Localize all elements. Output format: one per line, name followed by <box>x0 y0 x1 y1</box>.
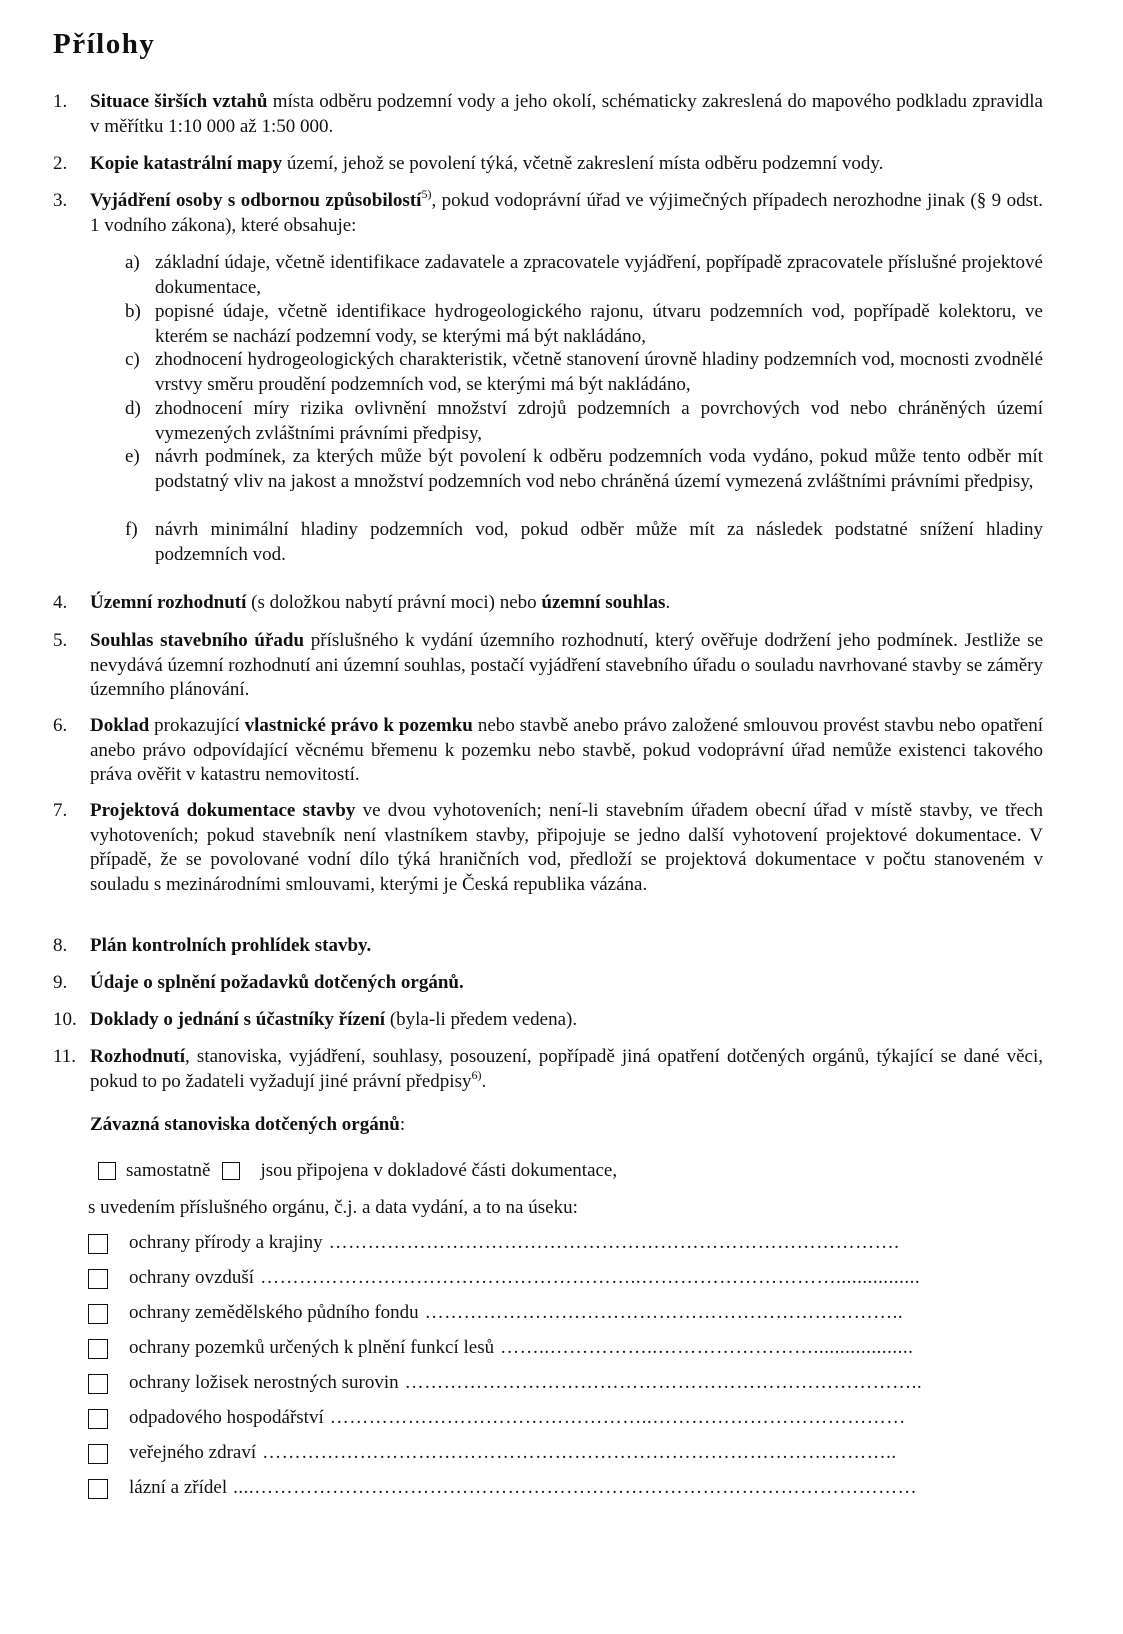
item-number: 1. <box>53 91 68 112</box>
item-desc: místa odběru podzemní vody a jeho okolí, schématicky zakreslená do mapového podkladu zpravidla v měřítku 1:10 000 až 1:50 000. <box>90 91 1043 137</box>
list-item-10 <box>53 1008 1043 1033</box>
list-item-6 <box>53 714 1043 788</box>
sub-item-b <box>125 300 1043 349</box>
list-item-4 <box>53 591 1043 616</box>
section-label: ochrany pozemků určených k plnění funkcí lesů <box>129 1337 495 1359</box>
section-row <box>88 1476 1008 1501</box>
checkbox[interactable] <box>88 1409 108 1429</box>
section-row <box>88 1371 1008 1396</box>
item-desc: (byla-li předem vedena). <box>385 1009 578 1030</box>
list-item-2 <box>53 152 1043 177</box>
list-item-3 <box>53 189 1043 238</box>
section-row <box>88 1441 1008 1466</box>
section-label: ochrany zemědělského půdního fondu <box>129 1302 419 1324</box>
sub-item-text: zhodnocení hydrogeologických charakteristik, včetně stanovení úrovně hladiny podzemních vod, mocnosti zvodnělé vrstvy směru proudění podzemních vod, se kterými má být nakládáno, <box>155 349 1043 395</box>
sub-item-f <box>125 518 1043 567</box>
checkbox[interactable] <box>88 1304 108 1324</box>
fill-in-line[interactable]: …………………………………………..………………………………… <box>329 1407 906 1429</box>
sub-item-letter: a) <box>125 252 140 273</box>
checkbox[interactable] <box>88 1234 108 1254</box>
item-title: Projektová dokumentace stavby <box>90 800 356 821</box>
item-title: Plán kontrolních prohlídek stavby. <box>90 935 372 956</box>
list-item-11 <box>53 1045 1043 1094</box>
item-number: 9. <box>53 972 68 993</box>
item-number: 2. <box>53 153 68 174</box>
footnote-ref: 5) <box>421 187 432 201</box>
section-label: ochrany ložisek nerostných surovin <box>129 1372 399 1394</box>
item-desc-2: nebo stavbě anebo právo založené smlouvou provést stavbu nebo opatření anebo právo odpovídající věcnému břemenu k pozemku nebo stavbě, pokud vodoprávní úřad nemůže existenci takového práva ověřit v katastru nemovitostí. <box>90 715 1043 785</box>
item-number: 7. <box>53 800 68 821</box>
sub-item-letter: f) <box>125 519 138 540</box>
list-item-9 <box>53 971 1043 996</box>
section-row <box>88 1301 1008 1326</box>
item-number: 4. <box>53 592 68 613</box>
binding-opinions-heading <box>90 1113 405 1138</box>
checkbox[interactable] <box>88 1479 108 1499</box>
sub-item-letter: b) <box>125 301 141 322</box>
checkbox-label: jsou připojena v dokladové části dokumentace, <box>260 1160 618 1181</box>
item-text <box>90 152 1043 177</box>
item-title-2: vlastnické právo k pozemku <box>244 715 473 736</box>
item-title: Kopie katastrální mapy <box>90 153 283 174</box>
sub-item-letter: e) <box>125 446 140 467</box>
item-text <box>90 90 1043 139</box>
section-label: veřejného zdraví <box>129 1442 257 1464</box>
item-title: Doklady o jednání s účastníky řízení <box>90 1009 386 1030</box>
fill-in-line[interactable]: …………………………………………………..…………………………................ <box>260 1267 921 1289</box>
item-text <box>90 971 1043 996</box>
footnote-ref: 6) <box>471 1067 482 1082</box>
section-row <box>88 1336 1008 1361</box>
sub-item-d <box>125 397 1043 446</box>
fill-in-line[interactable]: …………………………………………………………………….. <box>404 1372 923 1394</box>
checkbox[interactable] <box>88 1444 108 1464</box>
section-label: odpadového hospodářství <box>129 1407 324 1429</box>
item-title: Vyjádření osoby s odbornou způsobilostí <box>90 190 422 211</box>
item-number: 6. <box>53 715 68 736</box>
item-number: 5. <box>53 630 68 651</box>
item-desc-2: . <box>665 592 671 613</box>
item-desc: prokazující <box>149 715 245 736</box>
item-desc: příslušného k vydání územního rozhodnutí, který ověřuje dodržení jeho podmínek. Jestliže se nevydává územní rozhodnutí ani územní souhlas, postačí vyjádření stavebního úřadu o souladu navrhované stavby se záměry územního plánování. <box>90 630 1043 700</box>
checkbox[interactable] <box>88 1339 108 1359</box>
sub-item-text: zhodnocení míry rizika ovlivnění množství zdrojů podzemních a povrchových vod nebo chráněných území vymezených zvláštními právními předpisy, <box>155 398 1043 444</box>
section-label: lázní a zřídel <box>129 1477 228 1499</box>
item-desc: , stanoviska, vyjádření, souhlasy, posouzení, popřípadě jiná opatření dotčených orgánů, týkající se dané věci, pokud to po žadateli vyžadují jiné právní předpisy <box>90 1046 1043 1092</box>
item-desc: , pokud vodoprávní úřad ve výjimečných případech nerozhodne jinak (§ 9 odst. 1 vodního zákona), které obsahuje: <box>90 190 1044 236</box>
item-title: Doklad <box>90 715 150 736</box>
sub-item-text: popisné údaje, včetně identifikace hydrogeologického rajonu, útvaru podzemních vod, popřípadě kolektoru, ve kterém se nachází podzemní vody, se kterými má být nakládáno, <box>155 301 1043 347</box>
checkbox-pripojena[interactable] <box>222 1162 240 1180</box>
page-title: Přílohy <box>53 28 156 60</box>
sub-item-text: návrh minimální hladiny podzemních vod, pokud odběr může mít za následek podstatné snížení hladiny podzemních vod. <box>155 519 1043 565</box>
item-number: 10. <box>53 1009 77 1030</box>
item-title: Územní rozhodnutí <box>90 592 247 613</box>
section-row <box>88 1406 1008 1431</box>
sections-intro: s uvedením příslušného orgánu, č.j. a data vydání, a to na úseku: <box>88 1197 578 1218</box>
sub-item-e <box>125 445 1043 494</box>
fill-in-line[interactable]: ……………………………………………………………………………. <box>328 1232 900 1254</box>
item-desc: (s doložkou nabytí právní moci) nebo <box>246 592 542 613</box>
sub-item-c <box>125 348 1043 397</box>
sub-item-text: návrh podmínek, za kterých může být povolení k odběru podzemních voda vydáno, pokud může tento odběr mít podstatný vliv na jakost a množství podzemních vod nebo chráněná území vymezená zvláštními právními předpisy, <box>155 446 1043 492</box>
item-text <box>90 591 1043 616</box>
section-label: ochrany ovzduší <box>129 1267 255 1289</box>
fill-in-line[interactable]: …………………………………………………………………………………….. <box>262 1442 897 1464</box>
item-text <box>90 189 1043 238</box>
checkbox[interactable] <box>88 1374 108 1394</box>
checkbox-label: samostatně <box>126 1160 211 1181</box>
section-label: ochrany přírody a krajiny <box>129 1232 323 1254</box>
item-desc: území, jehož se povolení týká, včetně zakreslení místa odběru podzemní vody. <box>282 153 884 174</box>
item-title: Údaje o splnění požadavků dotčených orgánů. <box>90 972 464 993</box>
item-number: 8. <box>53 935 68 956</box>
list-item-5 <box>53 629 1043 703</box>
item-text <box>90 629 1043 703</box>
item-title-2: územní souhlas <box>541 592 666 613</box>
item-text <box>90 714 1043 788</box>
sub-item-text: základní údaje, včetně identifikace zadavatele a zpracovatele vyjádření, popřípadě zpracovatele příslušné projektové dokumentace, <box>155 252 1043 298</box>
item-number: 11. <box>53 1046 77 1067</box>
list-item-7 <box>53 799 1043 897</box>
section-row <box>88 1266 1008 1291</box>
attachment-mode-row <box>98 1159 617 1184</box>
item-title: Souhlas stavebního úřadu <box>90 630 305 651</box>
checkbox[interactable] <box>88 1269 108 1289</box>
fill-in-line[interactable]: ....………………………………………………………………………………………… <box>233 1477 918 1499</box>
item-text <box>90 799 1043 897</box>
sub-item-letter: c) <box>125 349 140 370</box>
item-title: Situace širších vztahů <box>90 91 268 112</box>
fill-in-line[interactable]: ……………………………………………………………….. <box>424 1302 904 1324</box>
section-row <box>88 1231 1008 1256</box>
item-desc-2: . <box>481 1070 487 1092</box>
item-text <box>90 934 1043 959</box>
heading-bold: Závazná stanoviska dotčených orgánů <box>90 1114 400 1135</box>
item-title: Rozhodnutí <box>90 1046 186 1067</box>
sub-item-letter: d) <box>125 398 141 419</box>
list-item-8 <box>53 934 1043 959</box>
item-number: 3. <box>53 190 68 211</box>
fill-in-line[interactable]: ……..……………..……………………................... <box>500 1337 914 1359</box>
checkbox-samostatne[interactable] <box>98 1162 116 1180</box>
heading-tail: : <box>399 1114 406 1135</box>
item-text <box>90 1045 1043 1094</box>
item-text <box>90 1008 1043 1033</box>
sub-item-a <box>125 251 1043 300</box>
item-desc: ve dvou vyhotoveních; není-li stavebním úřadem obecní úřad v místě stavby, ve třech vyhotoveních; pokud stavebník není vlastníkem stavby, připojuje se jedno další vyhotovení projektové dokumentace. V případě, že se povolované vodní dílo týká hraničních vod, předloží se projektová dokumentace v počtu stanoveném v souladu s mezinárodními smlouvami, kterými je Česká republika vázána. <box>90 800 1043 895</box>
list-item-1 <box>53 90 1043 139</box>
